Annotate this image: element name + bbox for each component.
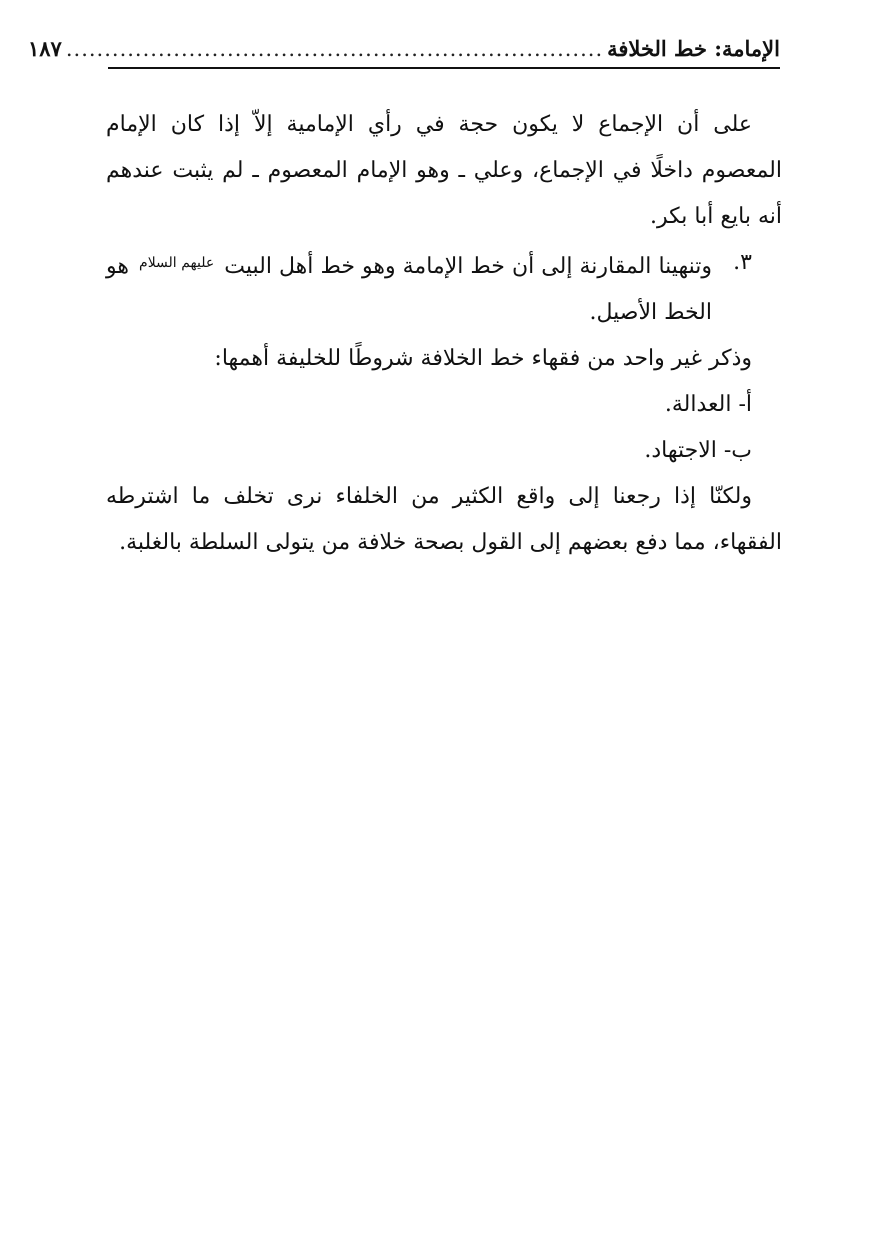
paragraph-reality: ولكنّا إذا رجعنا إلى واقع الكثير من الخلفاء نرى تخلف ما اشترطه الفقهاء، مما دفع بعضهم إلى القول بصحة خلافة من يتولى السلطة بالغلبة. [106, 484, 782, 555]
condition-justice: أ- العدالة. [664, 392, 752, 417]
paragraph-consensus: على أن الإجماع لا يكون حجة في رأي الإمامية إلاّ إذا كان الإمام المعصوم داخلًا في الإجماع، وعلي ـ وهو الإمام المعصوم ـ لم يثبت عندهم أنه بايع أبا بكر. [106, 112, 782, 229]
dot-leader: ...................................................................... [65, 37, 604, 61]
main-text [106, 102, 782, 566]
list-item-3 [106, 240, 782, 336]
list-item-text-before: وتنهينا المقارنة إلى أن خط الإمامة وهو خط أهل البيت [224, 254, 712, 279]
honorific-glyph: عليهم السلام [139, 255, 215, 271]
header-rule [108, 67, 780, 69]
list-item-number: ٣. [733, 250, 752, 275]
conditions-intro: وذكر غير واحد من فقهاء خط الخلافة شروطًا للخليفة أهمها: [214, 346, 752, 371]
list-item-text-after: هو الخط الأصيل. [106, 254, 712, 325]
condition-ijtihad: ب- الاجتهاد. [644, 438, 752, 463]
page-number: ١٨٧ [28, 36, 62, 61]
running-header [28, 28, 780, 64]
running-header-title: الإمامة: خط الخلافة [607, 36, 780, 61]
list-item-text [106, 240, 712, 336]
